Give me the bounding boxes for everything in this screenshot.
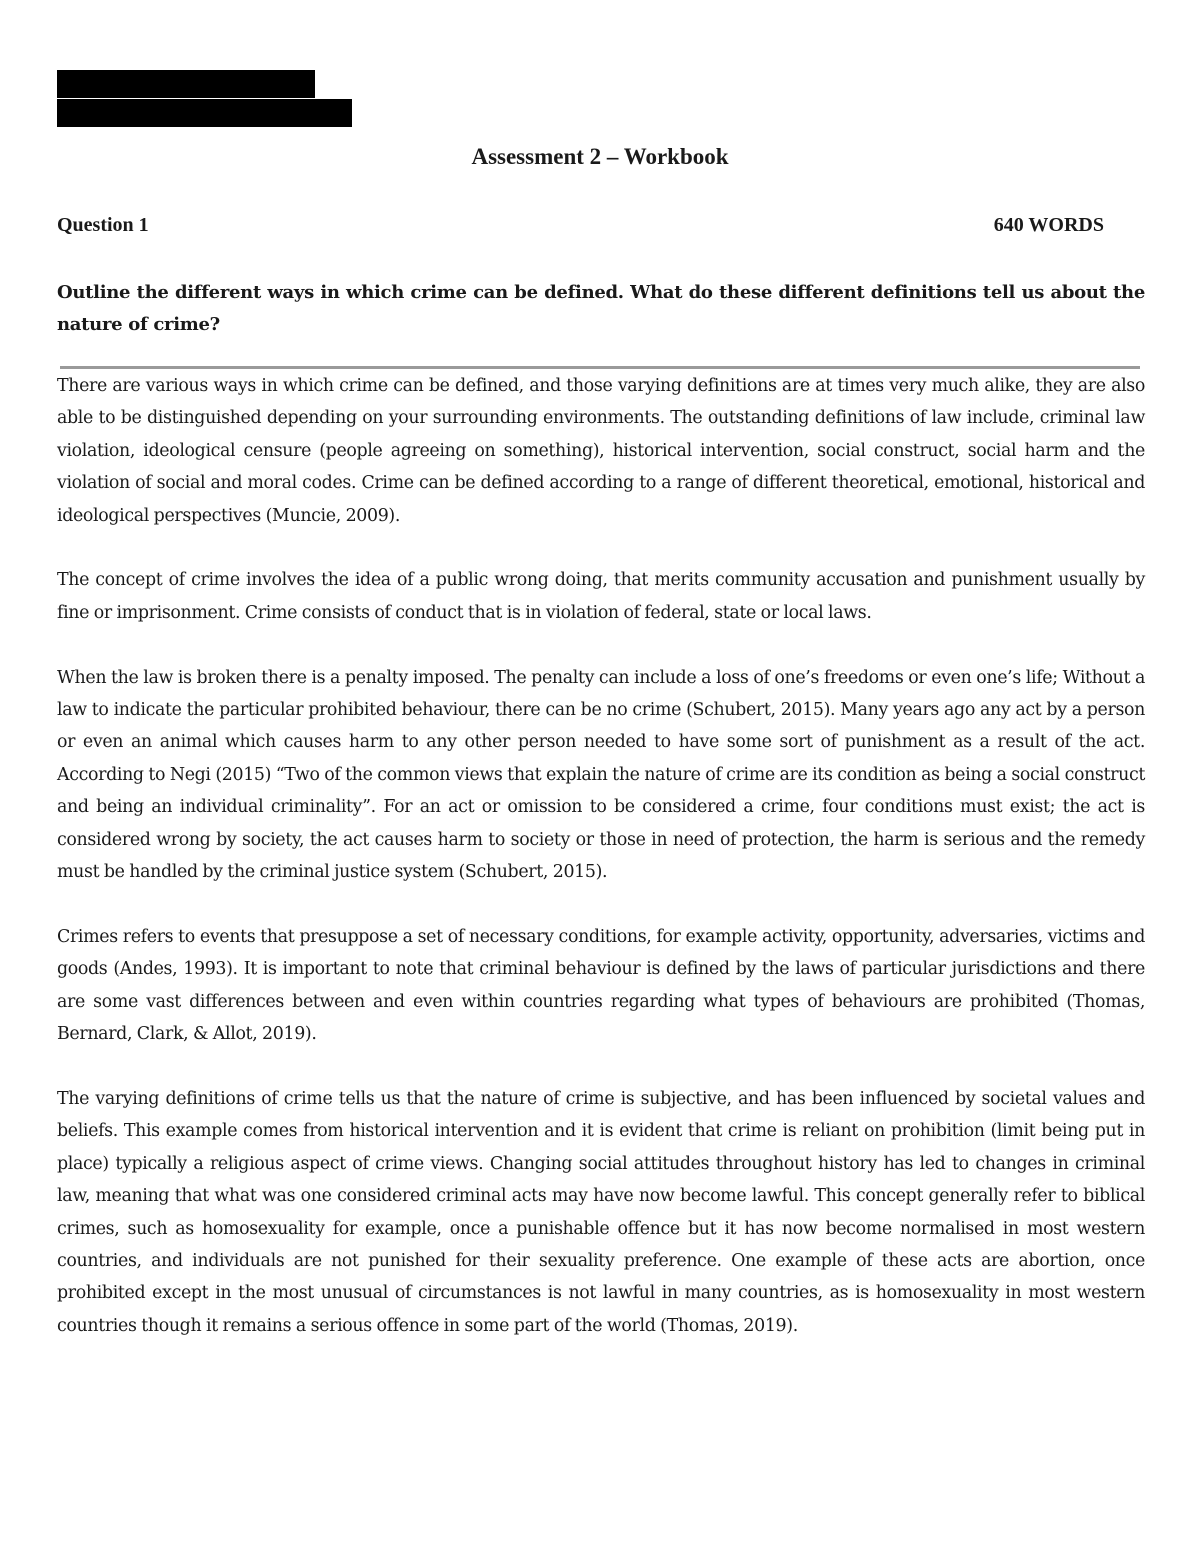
redacted-name-block xyxy=(57,70,315,98)
paragraph: There are various ways in which crime can be defined, and those varying definitions are at times very much alike, they are also able to be distinguished depending on your surrounding environments. The outstanding definitions of law include, criminal law violation, ideological censure (people agreeing on something), historical intervention, social construct, social harm and the violation of social and moral codes. Crime can be defined according to a range of different theoretical, emotional, historical and ideological perspectives (Muncie, 2009). xyxy=(57,376,1145,526)
word-count: 640 WORDS xyxy=(993,214,1104,236)
redacted-id-block xyxy=(57,99,352,127)
divider-line xyxy=(60,366,1140,369)
question-label: Question 1 xyxy=(57,214,149,236)
document-title: Assessment 2 – Workbook xyxy=(471,144,729,169)
question-prompt: Outline the different ways in which crime can be defined. What do these different definitions tell us about the nature of crime? xyxy=(57,282,1145,335)
paragraph: Crimes refers to events that presuppose a set of necessary conditions, for example activity, opportunity, adversaries, victims and goods (Andes, 1993). It is important to note that criminal behaviour is defined by the laws of particular jurisdictions and there are some vast differences between and even within countries regarding what types of behaviours are prohibited (Thomas, Bernard, Clark, & Allot, 2019). xyxy=(57,926,1145,1045)
answer-body xyxy=(57,370,1145,1375)
paragraph: The varying definitions of crime tells us that the nature of crime is subjective, and has been influenced by societal values and beliefs. This example comes from historical intervention and it is evident that crime is reliant on prohibition (limit being put in place) typically a religious aspect of crime views. Changing social attitudes throughout history has led to changes in criminal law, meaning that what was one considered criminal acts may have now become lawful. This concept generally refer to biblical crimes, such as homosexuality for example, once a punishable offence but it has now become normalised in most western countries, and individuals are not punished for their sexuality preference. One example of these acts are abortion, once prohibited except in the most unusual of circumstances is not lawful in many countries, as is homosexuality in most western countries though it remains a serious offence in some part of the world (Thomas, 2019). xyxy=(57,1088,1145,1336)
paragraph: The concept of crime involves the idea of a public wrong doing, that merits community accusation and punishment usually by fine or imprisonment. Crime consists of conduct that is in violation of federal, state or local laws. xyxy=(57,570,1145,623)
paragraph: When the law is broken there is a penalty imposed. The penalty can include a loss of one’s freedoms or even one’s life; Without a law to indicate the particular prohibited behaviour, there can be no crime (Schubert, 2015). Many years ago any act by a person or even an animal which causes harm to any other person needed to have some sort of punishment as a result of the act. According to Negi (2015) “Two of the common views that explain the nature of crime are its condition as being a social construct and being an individual criminality”. For an act or omission to be considered a crime, four conditions must exist; the act is considered wrong by society, the act causes harm to society or those in need of protection, the harm is serious and the remedy must be handled by the criminal justice system (Schubert, 2015). xyxy=(57,667,1145,883)
question-header xyxy=(57,214,1104,237)
